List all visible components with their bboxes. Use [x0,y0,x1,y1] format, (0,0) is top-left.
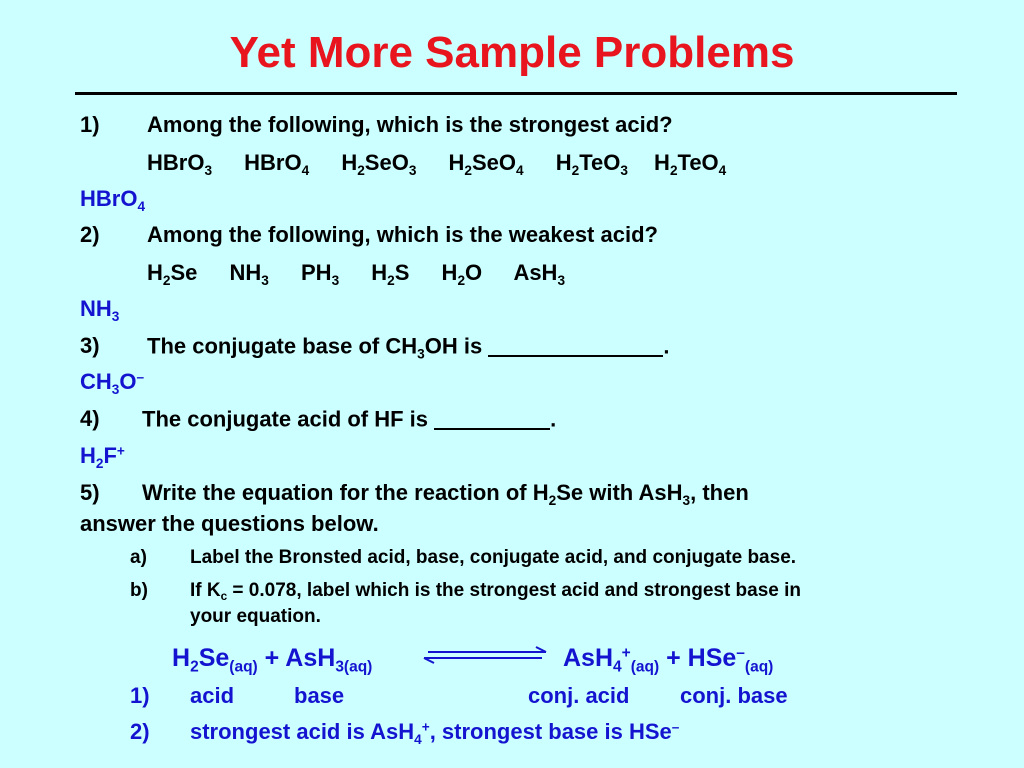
page-title: Yet More Sample Problems [229,28,795,77]
option-ph3: $PH_3$ [301,260,340,288]
answer-2: $NH_3$ [80,296,120,324]
option-h2s: $H_2S$ [371,260,410,288]
equation-reactants: $H_2Se_{(aq)} + AsH_{3(aq)}$ [172,644,373,676]
answer-3: $CH_3O^-$ [80,369,145,397]
part-b-text-line2: your equation. [190,606,321,627]
option-hbro3: HBrO$_3$ [147,150,213,178]
question-5-text-line2: answer the questions below. [80,511,379,536]
question-1-number: 1) [80,112,100,137]
label-base: base [294,683,345,708]
strongest-number: 2) [130,719,150,744]
question-5-number: 5) [80,480,100,505]
question-1-options [147,150,726,176]
option-h2seo3: $H_2SeO_3$ [341,150,417,178]
question-5-text-line1: Write the equation for the reaction of $H_2Se$ with AsH$_3$, then [142,480,749,508]
answer-1: HBrO$_4$ [80,186,146,214]
blank-line [434,406,550,430]
equilibrium-arrow-icon [420,645,550,665]
question-4-number: 4) [80,406,100,431]
question-2-number: 2) [80,222,100,247]
option-h2teo4: $H_2TeO_4$ [654,150,727,178]
part-b-text-line1: If $K_c = 0.078$, label which is the strongest acid and strongest base in [190,580,802,604]
label-conj-acid: conj. acid [528,683,630,708]
question-3-text: The conjugate base of $CH_3OH$ is . [147,333,670,362]
option-hbro4: HBrO$_4$ [244,150,310,178]
option-h2se: $H_2Se$ [147,260,198,288]
answer-4: $H_2F^+$ [80,443,125,471]
option-nh3: $NH_3$ [229,260,269,288]
option-h2teo3: $H_2TeO_3$ [555,150,628,178]
question-2-text: Among the following, which is the weakest acid? [147,222,658,247]
question-2-options [147,260,565,286]
option-h2seo4: $H_2SeO_4$ [448,150,524,178]
question-4-text: The conjugate acid of HF is . [142,406,557,432]
part-a-label: a) [130,547,147,568]
question-3-number: 3) [80,333,100,358]
part-b-label: b) [130,580,148,601]
option-ash3: AsH$_3$ [513,260,566,288]
labels-number: 1) [130,683,150,708]
equation-products: AsH$_4$+$_{(aq)}$ + HSe–$_{(aq)}$ [563,644,774,676]
label-conj-base: conj. base [680,683,788,708]
label-acid: acid [190,683,235,708]
title-underline [75,92,957,95]
part-a-text: Label the Bronsted acid, base, conjugate acid, and conjugate base. [190,547,797,568]
question-1-text: Among the following, which is the strongest acid? [147,112,673,137]
blank-line [488,333,663,357]
option-h2o: $H_2O$ [441,260,483,288]
strongest-statement: strongest acid is AsH$_4$+, strongest base is HSe– [190,719,680,747]
